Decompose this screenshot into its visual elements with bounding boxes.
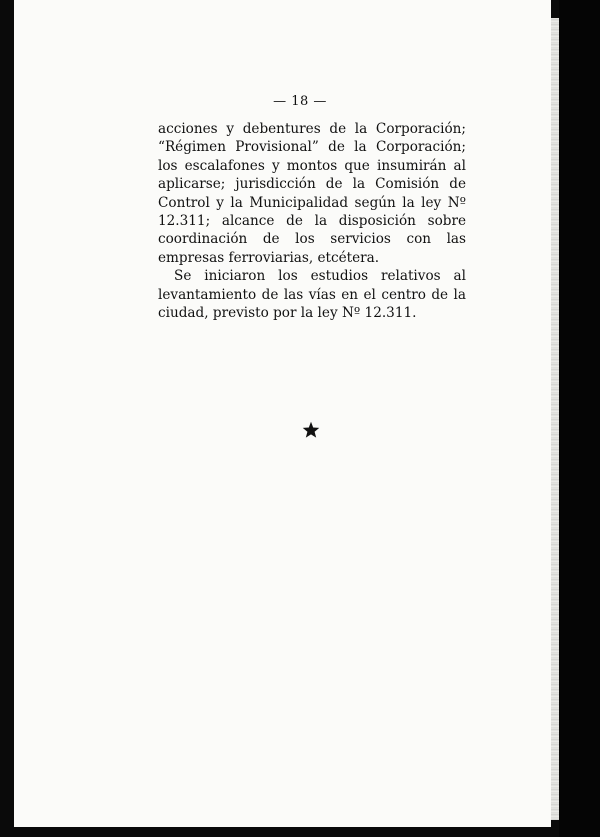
scan-background	[559, 0, 600, 837]
body-text	[158, 120, 466, 322]
star-icon	[302, 421, 320, 439]
paragraph-1: acciones y debentures de la Corporación; “Régimen Provisional” de la Corporación; los escalafones y montos que insumirán al aplicarse; jurisdicción de la Comisión de Control y la Municipalidad según la ley Nº 12.311; alcance de la disposición sobre coordinación de los servicios con las empresas ferroviarias, etcétera.	[158, 121, 466, 266]
paragraph-2: Se iniciaron los estudios relativos al levantamiento de las vías en el centro de la ciudad, previsto por la ley Nº 12.311.	[158, 268, 466, 322]
page-edge	[551, 18, 559, 820]
page-number: — 18 —	[273, 94, 327, 109]
